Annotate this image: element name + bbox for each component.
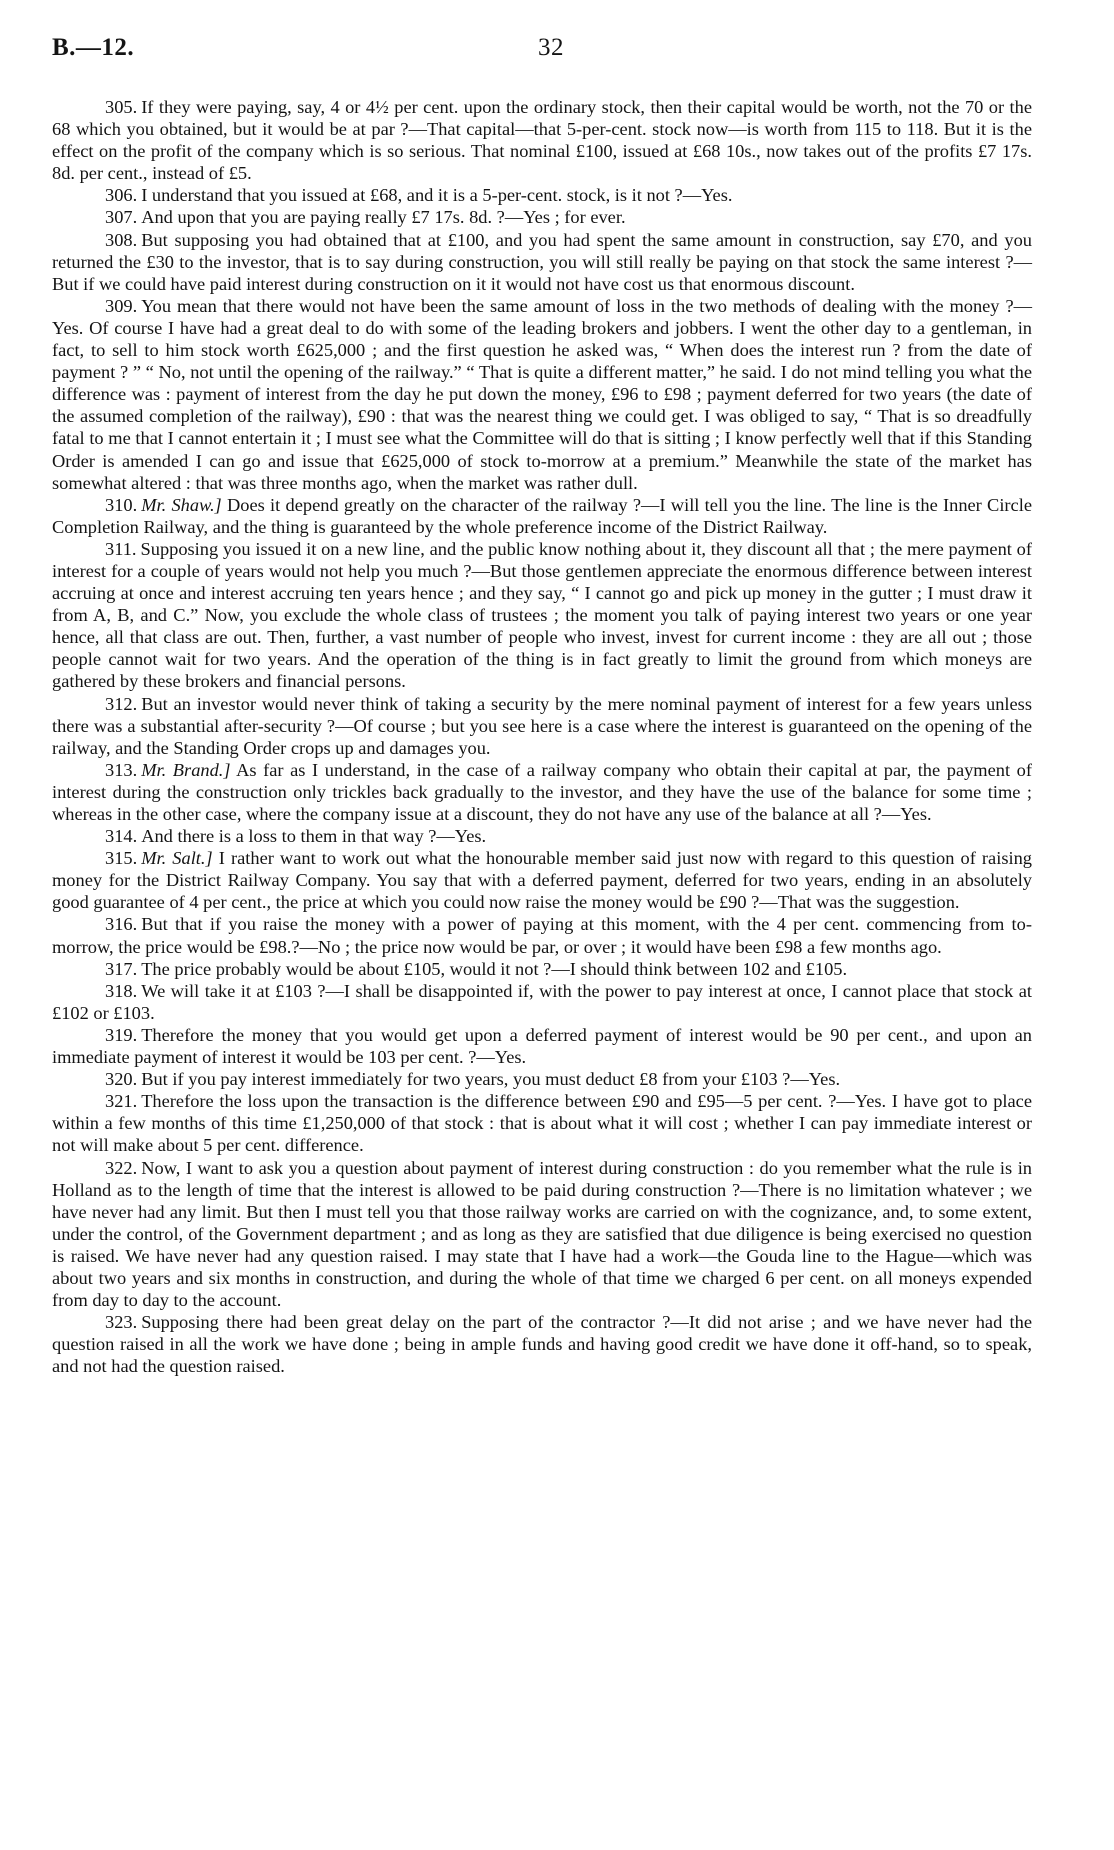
paragraph-321: 321. Therefore the loss upon the transaction is the difference between £90 and £95—5 per cent. ?—Yes. I have got to place within a few months of this time £1,250,000 of that stock : that is about what it will cost ; whether I can pay immediate interest or not will make about 5 per cent. difference. xyxy=(52,1091,1032,1156)
speaker-label: Mr. Salt.] xyxy=(141,848,213,869)
paragraph-314: 314. And there is a loss to them in that way ?—Yes. xyxy=(105,826,487,847)
paragraph-319: 319. Therefore the money that you would get upon a deferred payment of interest would be 90 per cent., and upon an immediate payment of interest it would be 103 per cent. ?—Yes. xyxy=(52,1024,1032,1068)
speaker-label: Mr. Shaw.] xyxy=(141,494,222,515)
paragraph-311: 311. Supposing you issued it on a new line, and the public know nothing about it, they discount all that ; the mere payment of interest for a couple of years would not help you much ?—But those gentlemen appreciate the enormous difference between interest accruing at once and interest accruing ten years hence ; and they say, “ I cannot go and pick up money in the gutter ; I must draw it from A, B, and C.” Now, you exclude the whole class of trustees ; the moment you talk of paying interest two years or one year hence, all that class are out. Then, further, a vast number of people who invest, invest for current income : they are all out ; those people cannot wait for two years. And the operation of the thing is in fact greatly to limit the ground from which moneys are gathered by these brokers and financial persons. xyxy=(52,538,1032,692)
paragraph-315: 315. Mr. Salt.] I rather want to work out what the honourable member said just now with regard to this question of raising money for the District Railway Company. You say that with a deferred payment, deferred for two years, ending in an absolutely good guarantee of 4 per cent., the price at which you could now raise the money would be £90 ?—That was the suggestion. xyxy=(52,848,1032,913)
paragraph-307: 307. And upon that you are paying really £7 17s. 8d. ?—Yes ; for ever. xyxy=(105,207,626,228)
paragraph-318: 318. We will take it at £103 ?—I shall be disappointed if, with the power to pay interest at once, I cannot place that stock at £102 or £103. xyxy=(52,980,1032,1023)
paragraph-308: 308. But supposing you had obtained that at £100, and you had spent the same amount in construction, say £70, and you returned the £30 to the investor, that is to say during construction, you will still really be paying on that stock the same interest ?—But if we could have paid interest during construction on it it would not have cost us that enormous discount. xyxy=(52,229,1032,294)
paragraph-316: 316. But that if you raise the money with a power of paying at this moment, with the 4 per cent. commencing from to-morrow, the price would be £98.?—No ; the price now would be par, or over ; it would have been £98 a few months ago. xyxy=(52,914,1032,957)
evidence-transcript xyxy=(52,96,1032,1377)
paragraph-306: 306. I understand that you issued at £68, and it is a 5-per-cent. stock, is it not ?—Yes. xyxy=(105,185,733,206)
paragraph-323: 323. Supposing there had been great delay on the part of the contractor ?—It did not arise ; and we have never had the question raised in all the work we have done ; being in ample funds and having good credit we have done it off-hand, so to speak, and not had the question raised. xyxy=(52,1312,1032,1377)
paragraph-310: 310. Mr. Shaw.] Does it depend greatly on the character of the railway ?—I will tell you the line. The line is the Inner Circle Completion Railway, and the thing is guaranteed by the whole preference income of the District Railway. xyxy=(52,494,1032,537)
paragraph-313: 313. Mr. Brand.] As far as I understand, in the case of a railway company who obtain their capital at par, the payment of interest during the construction only trickles back gradually to the investor, and they have the use of the balance for some time ; whereas in the other case, where the company issue at a discount, they do not have any use of the balance at all ?—Yes. xyxy=(52,759,1032,824)
speaker-label: Mr. Brand.] xyxy=(141,759,231,780)
paragraph-309: 309. You mean that there would not have been the same amount of loss in the two methods of dealing with the money ?—Yes. Of course I have had a great deal to do with some of the leading brokers and jobbers. I went the other day to a gentleman, in fact, to sell to him stock worth £625,000 ; and the first question he asked was, “ When does the interest run ? from the date of payment ? ” “ No, not until the opening of the railway.” “ That is quite a different matter,” he said. I do not mind telling you what the difference was : payment of interest from the day he put down the money, £96 to £98 ; payment deferred for two years (the date of the assumed completion of the railway), £90 : that was the nearest thing we could get. I was obliged to say, “ That is so dreadfully fatal to me that I cannot entertain it ; I must see what the Committee will do that is sitting ; I know perfectly well that if this Standing Order is amended I can go and issue that £625,000 of stock to-morrow at a premium.” Meanwhile the state of the market has somewhat altered : that was three months ago, when the market was rather dull. xyxy=(52,295,1032,493)
paragraph-320: 320. But if you pay interest immediately for two years, you must deduct £8 from your £103 ?—Yes. xyxy=(105,1069,841,1090)
document-reference: B.—12. xyxy=(52,34,135,61)
paragraph-312: 312. But an investor would never think of taking a security by the mere nominal payment of interest for a few years unless there was a substantial after-security ?—Of course ; but you see here is a case where the interest is guaranteed on the opening of the railway, and the Standing Order crops up and damages you. xyxy=(52,693,1032,758)
page-number: 32 xyxy=(538,34,564,61)
paragraph-317: 317. The price probably would be about £105, would it not ?—I should think between 102 and £105. xyxy=(105,958,848,979)
paragraph-322: 322. Now, I want to ask you a question about payment of interest during construction : do you remember what the rule is in Holland as to the length of time that the interest is allowed to be paid during construction ?—There is no limitation whatever ; we have never had any limit. But then I must tell you that those railway works are carried on with the cognizance, and, to some extent, under the control, of the Government department ; and as long as they are satisfied that due diligence is being exercised no question is raised. We have never had any question raised. I may state that I have had a work—the Gouda line to the Hague—which was about two years and six months in construction, and during the whole of that time we charged 6 per cent. on all moneys expended from day to day to the account. xyxy=(52,1157,1032,1311)
paragraph-305: 305. If they were paying, say, 4 or 4½ per cent. upon the ordinary stock, then their capital would be worth, not the 70 or the 68 which you obtained, but it would be at par ?—That capital—that 5-per-cent. stock now—is worth from 115 to 118. But it is the effect on the profit of the company which is so serious. That nominal £100, issued at £68 10s., now takes out of the profits £7 17s. 8d. per cent., instead of £5. xyxy=(52,97,1032,184)
